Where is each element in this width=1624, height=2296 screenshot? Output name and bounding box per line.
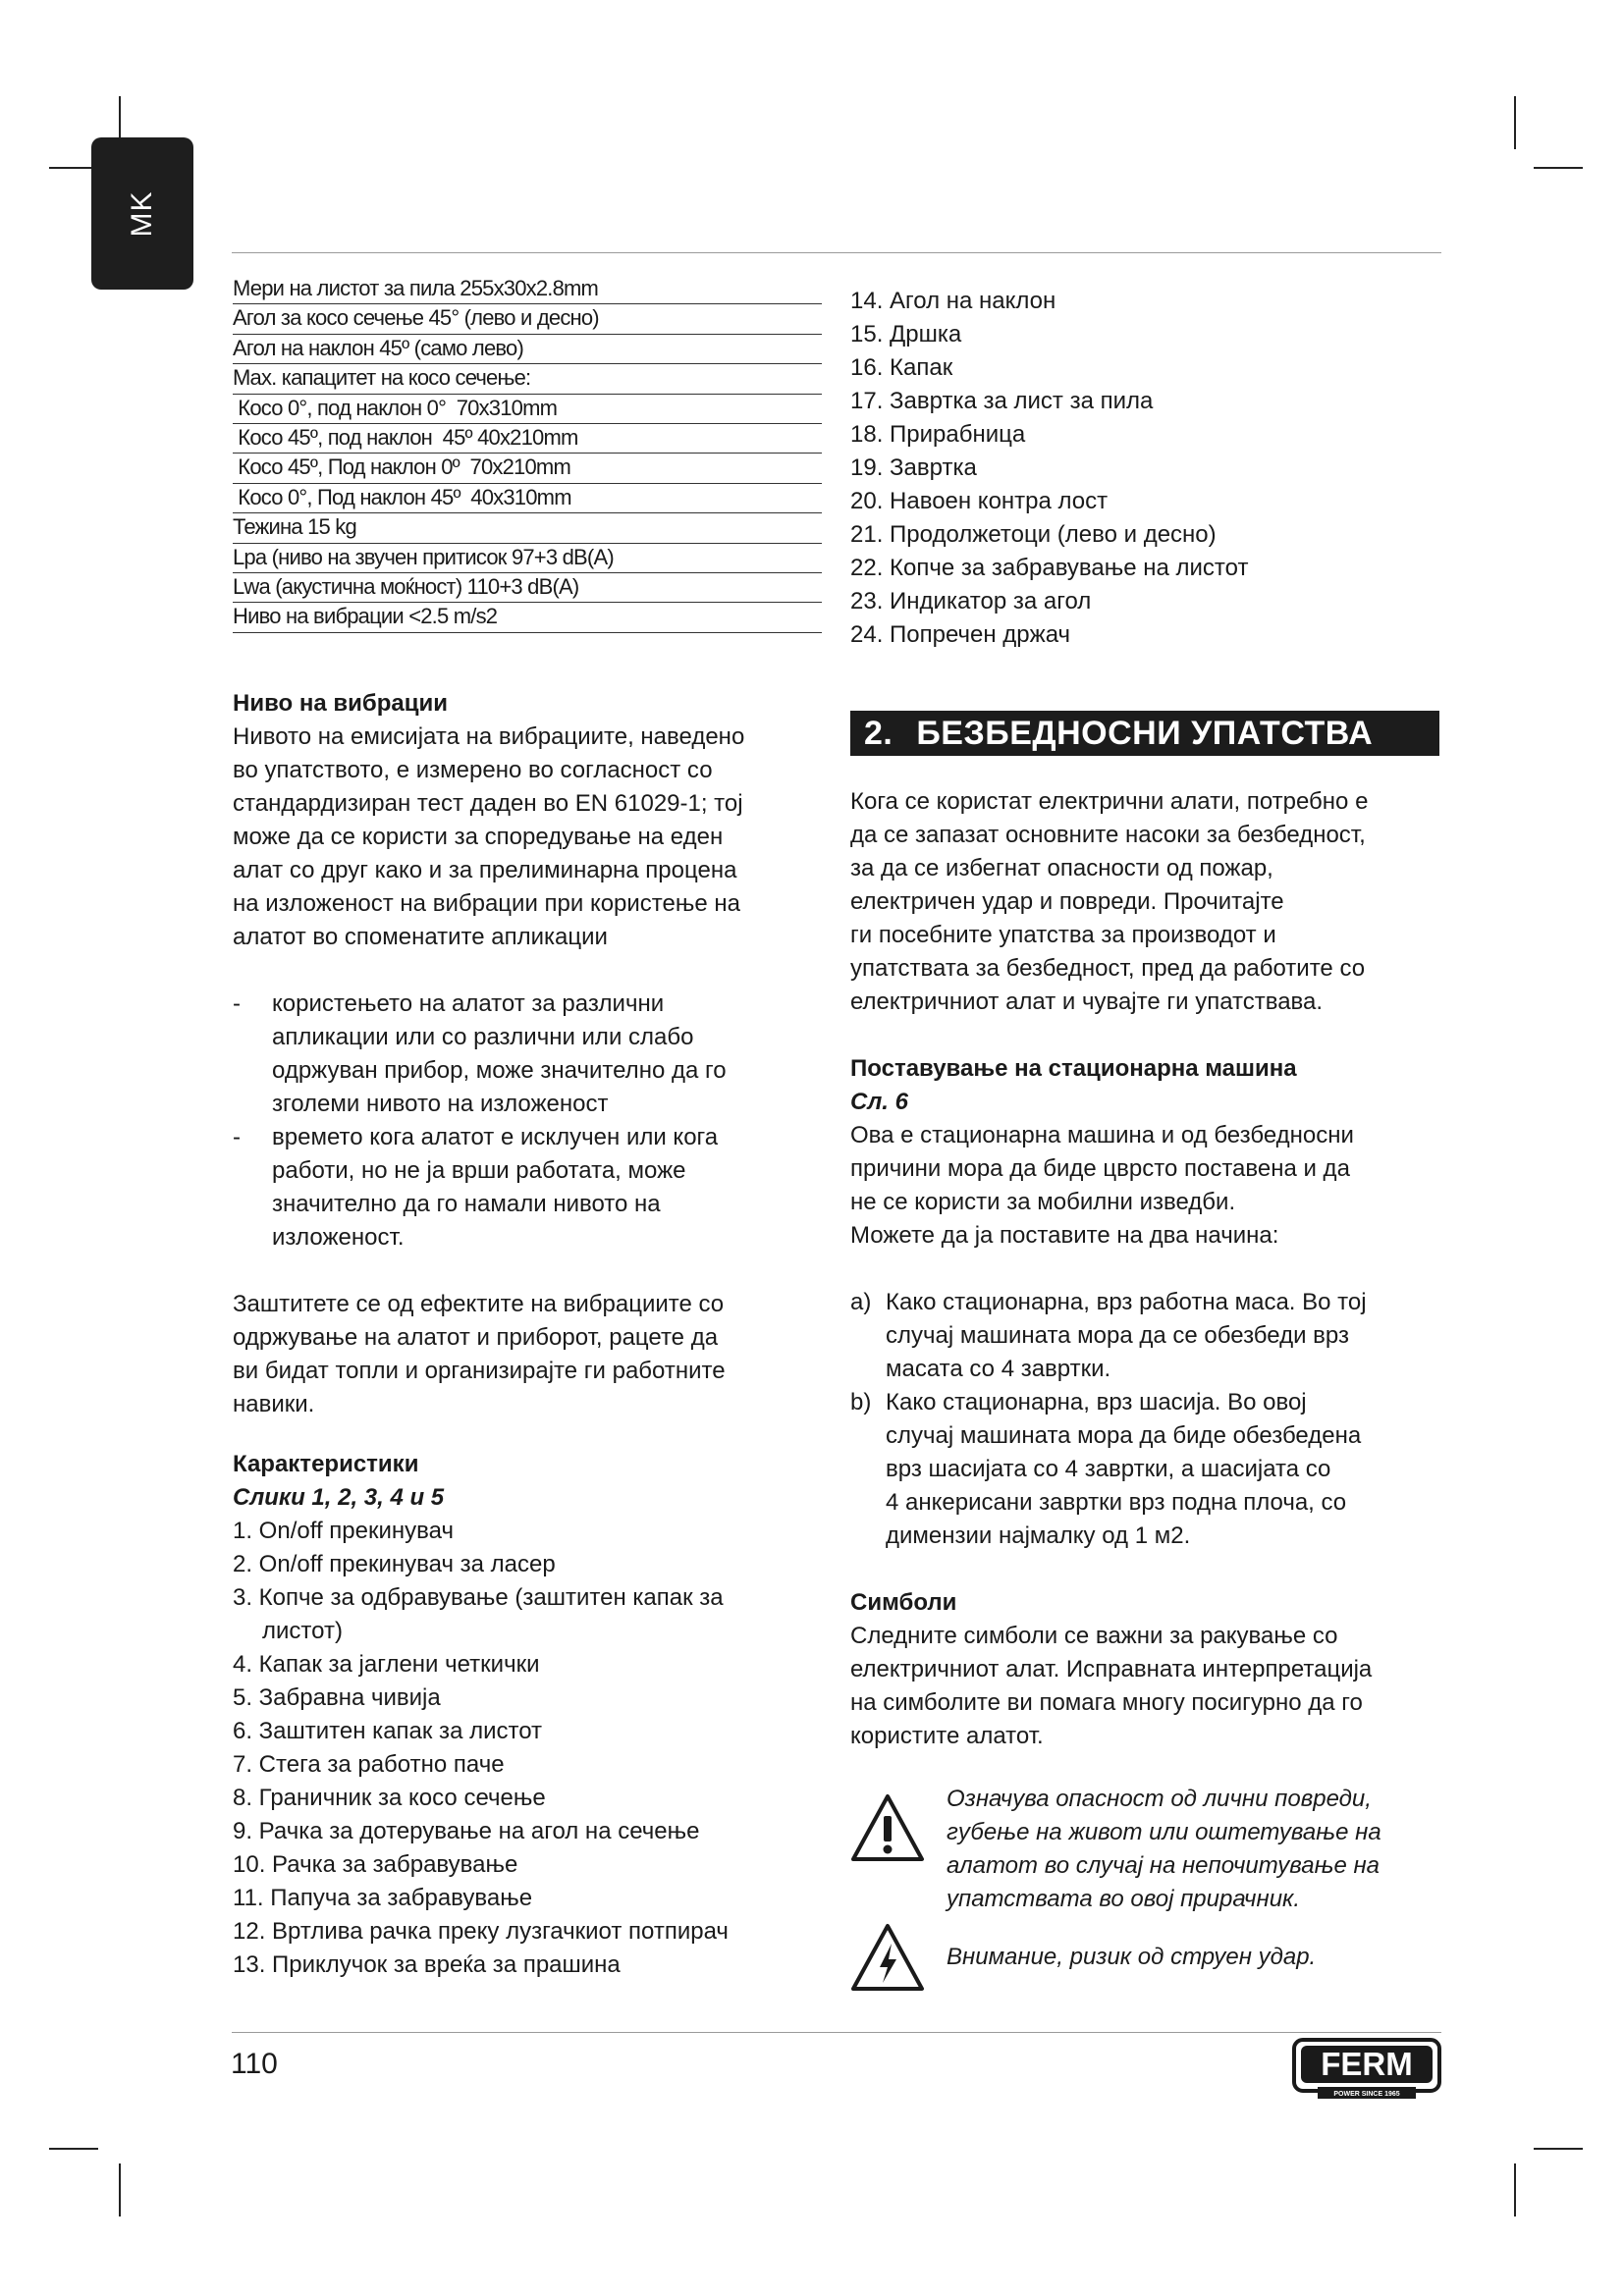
intro-line: да се запазат основните насоки за безбедност, — [850, 822, 1366, 848]
intro-line: електричниот алат и чувајте ги упатствава. — [850, 988, 1324, 1015]
part-item: 17. Завртка за лист за пила — [850, 388, 1154, 414]
spec-table — [233, 275, 822, 633]
spec-row: Ниво на вибрации <2.5 m/s2 — [233, 603, 822, 632]
feature-item: 12. Вртлива рачка преку лузгачкиот потпирач — [233, 1918, 729, 1945]
warning-line: упатствата во овој прирачник. — [947, 1886, 1301, 1912]
crop-mark — [1534, 2148, 1583, 2150]
symbols-line: Следните симболи се важни за ракување со — [850, 1623, 1338, 1649]
feature-item: 5. Забравна чивија — [233, 1684, 441, 1711]
logo-text: FERM — [1321, 2046, 1413, 2082]
features-section — [233, 1448, 822, 1982]
header-rule — [232, 252, 1441, 253]
protect-text-line: ви бидат топли и организирајте ги работните — [233, 1358, 726, 1384]
option-line: масата со 4 завртки. — [886, 1356, 1111, 1382]
feature-item: 13. Приклучок за вреќа за прашина — [233, 1951, 621, 1978]
logo-tagline: POWER SINCE 1965 — [1333, 2091, 1400, 2098]
warning-line: алатот во случај на непочитување на — [947, 1852, 1380, 1879]
install-figure-ref: Сл. 6 — [850, 1089, 908, 1115]
vibration-bullet — [233, 988, 822, 1121]
spec-row: Тежина 15 kg — [233, 513, 822, 543]
electric-shock-icon — [850, 1922, 925, 1993]
protect-text-line: навики. — [233, 1391, 315, 1417]
symbols-heading: Симболи — [850, 1589, 957, 1616]
option-line: случај машината мора да биде обезбедена — [886, 1422, 1362, 1449]
crop-mark — [119, 2163, 121, 2216]
bullet-line: апликации или со различни или слабо — [272, 1024, 694, 1050]
option-line: Како стационарна, врз работна маса. Во тој — [886, 1289, 1367, 1315]
symbols-line: на симболите ви помага многу посигурно да го — [850, 1689, 1363, 1716]
crop-mark — [1514, 2163, 1516, 2216]
protect-text-line: одржување на алатот и приборот, рацете да — [233, 1324, 719, 1351]
footer-rule — [232, 2032, 1441, 2033]
install-option — [850, 1286, 1459, 1386]
option-line: димензии најмалку од 1 м2. — [886, 1522, 1191, 1549]
bullet-line: користењето на алатот за различни — [272, 990, 665, 1017]
crop-mark — [1514, 96, 1516, 149]
part-item: 14. Агол на наклон — [850, 288, 1056, 314]
bullet-line: зголеми нивото на изложеност — [272, 1091, 609, 1117]
features-heading: Карактеристики — [233, 1451, 419, 1477]
warning-symbol-row — [850, 1783, 1459, 1916]
install-option — [850, 1386, 1459, 1553]
spec-row: Агол на наклон 45º (само лево) — [233, 335, 822, 364]
option-marker: b) — [850, 1389, 872, 1415]
section-title: БЕЗБЕДНОСНИ УПАТСТВА — [916, 715, 1374, 752]
part-item: 20. Навоен контра лост — [850, 488, 1109, 514]
feature-item: 4. Капак за јаглени четкички — [233, 1651, 540, 1678]
shock-text: Внимание, ризик од струен удар. — [947, 1944, 1317, 1970]
language-code: MK — [126, 190, 158, 237]
spec-row: Lpa (ниво на звучен притисок 97+3 dB(A) — [233, 544, 822, 573]
language-tab — [91, 137, 193, 290]
part-item: 24. Попречен држач — [850, 621, 1071, 648]
option-line: врз шасијата со 4 завртки, а шасијата со — [886, 1456, 1331, 1482]
install-line: не се користи за мобилни изведби. — [850, 1189, 1236, 1215]
symbols-line: електричниот алат. Исправната интерпретација — [850, 1656, 1373, 1682]
feature-item-continued: листот) — [262, 1618, 343, 1644]
crop-mark — [1534, 167, 1583, 169]
install-line: причини мора да биде цврсто поставена и да — [850, 1155, 1350, 1182]
part-item: 15. Дршка — [850, 321, 962, 347]
part-item: 19. Завртка — [850, 454, 977, 481]
feature-item: 7. Стега за работно паче — [233, 1751, 505, 1778]
intro-line: упатствата за безбедност, пред да работите со — [850, 955, 1366, 982]
warning-triangle-icon — [850, 1792, 925, 1863]
page-number: 110 — [231, 2048, 278, 2080]
feature-item: 6. Заштитен капак за листот — [233, 1718, 543, 1744]
spec-row: Косо 45º, Под наклон 0º 70x210mm — [233, 454, 822, 483]
shock-symbol-row — [850, 1922, 1459, 1993]
bullet-line: времето кога алатот е исклучен или кога — [272, 1124, 719, 1150]
option-line: 4 анкерисани завртки врз подна плоча, со — [886, 1489, 1347, 1516]
bullet-dash: - — [233, 990, 241, 1017]
vibration-text-line: Нивото на емисијата на вибрациите, наведено — [233, 723, 745, 750]
install-line: Можете да ја поставите на два начина: — [850, 1222, 1279, 1249]
symbols-line: користите алатот. — [850, 1723, 1044, 1749]
bullet-line: изложеност. — [272, 1224, 405, 1251]
intro-line: за да се избегнат опасности од пожар, — [850, 855, 1273, 881]
vibration-bullet — [233, 1121, 822, 1255]
spec-row: Мери на листот за пила 255x30x2.8mm — [233, 275, 822, 304]
feature-item: 9. Рачка за дотерување на агол на сечење — [233, 1818, 700, 1844]
part-item: 22. Копче за забравување на листот — [850, 555, 1249, 581]
safety-text — [850, 785, 1459, 1753]
intro-line: електричен удар и повреди. Прочитајте — [850, 888, 1284, 915]
part-item: 16. Капак — [850, 354, 953, 381]
vibration-section — [233, 687, 822, 1421]
option-marker: a) — [850, 1289, 872, 1315]
ferm-logo — [1292, 2038, 1441, 2101]
option-line: Како стационарна, врз шасија. Во овој — [886, 1389, 1307, 1415]
feature-item: 10. Рачка за забравување — [233, 1851, 518, 1878]
bullet-dash: - — [233, 1124, 241, 1150]
spec-row: Lwa (акустична моќност) 110+3 dB(A) — [233, 573, 822, 603]
feature-item: 2. On/off прекинувач за ласер — [233, 1551, 556, 1577]
feature-item: 1. On/off прекинувач — [233, 1518, 454, 1544]
install-heading: Поставување на стационарна машина — [850, 1055, 1297, 1082]
vibration-text-line: на изложеност на вибрации при користење на — [233, 890, 740, 917]
part-item: 23. Индикатор за агол — [850, 588, 1092, 614]
vibration-text-line: алатот во споменатите апликации — [233, 924, 608, 950]
bullet-line: значително да го намали нивото на — [272, 1191, 661, 1217]
feature-item: 8. Граничник за косо сечење — [233, 1785, 546, 1811]
part-item: 21. Продолжетоци (лево и десно) — [850, 521, 1217, 548]
protect-text-line: Заштитете се од ефектите на вибрациите со — [233, 1291, 725, 1317]
warning-line: губење на живот или оштетување на — [947, 1819, 1381, 1845]
option-line: случај машината мора да се обезбеди врз — [886, 1322, 1350, 1349]
section-heading — [850, 711, 1439, 756]
warning-line: Означува опасност од лични повреди, — [947, 1786, 1372, 1812]
spec-row: Косо 45º, под наклон 45º 40x210mm — [233, 424, 822, 454]
vibration-text-line: може да се користи за споредување на еден — [233, 824, 724, 850]
spec-row: Агол за косо сечење 45° (лево и десно) — [233, 304, 822, 334]
vibration-text-line: стандардизиран тест даден во EN 61029-1; тој — [233, 790, 743, 817]
intro-line: Кога се користат електрични алати, потребно е — [850, 788, 1369, 815]
parts-list — [850, 285, 1459, 652]
spec-row: Косо 0°, под наклон 0° 70x310mm — [233, 395, 822, 424]
spec-row: Косо 0°, Под наклон 45º 40x310mm — [233, 484, 822, 513]
feature-item: 3. Копче за одбравување (заштитен капак за — [233, 1584, 724, 1611]
spec-row: Max. капацитет на косо сечење: — [233, 364, 822, 394]
crop-mark — [49, 2148, 98, 2150]
bullet-line: работи, но не ја врши работата, може — [272, 1157, 686, 1184]
feature-item: 11. Папуча за забравување — [233, 1885, 533, 1911]
intro-line: ги посебните упатства за производот и — [850, 922, 1276, 948]
vibration-heading: Ниво на вибрации — [233, 690, 448, 717]
part-item: 18. Прирабница — [850, 421, 1026, 448]
features-subheading: Слики 1, 2, 3, 4 и 5 — [233, 1484, 445, 1511]
section-number: 2. — [864, 715, 893, 752]
vibration-text-line: во упатството, е измерено во согласност со — [233, 757, 713, 783]
vibration-text-line: алат со друг како и за прелиминарна процена — [233, 857, 737, 883]
install-line: Ова е стационарна машина и од безбедносни — [850, 1122, 1354, 1148]
bullet-line: одржуван прибор, може значително да го — [272, 1057, 727, 1084]
